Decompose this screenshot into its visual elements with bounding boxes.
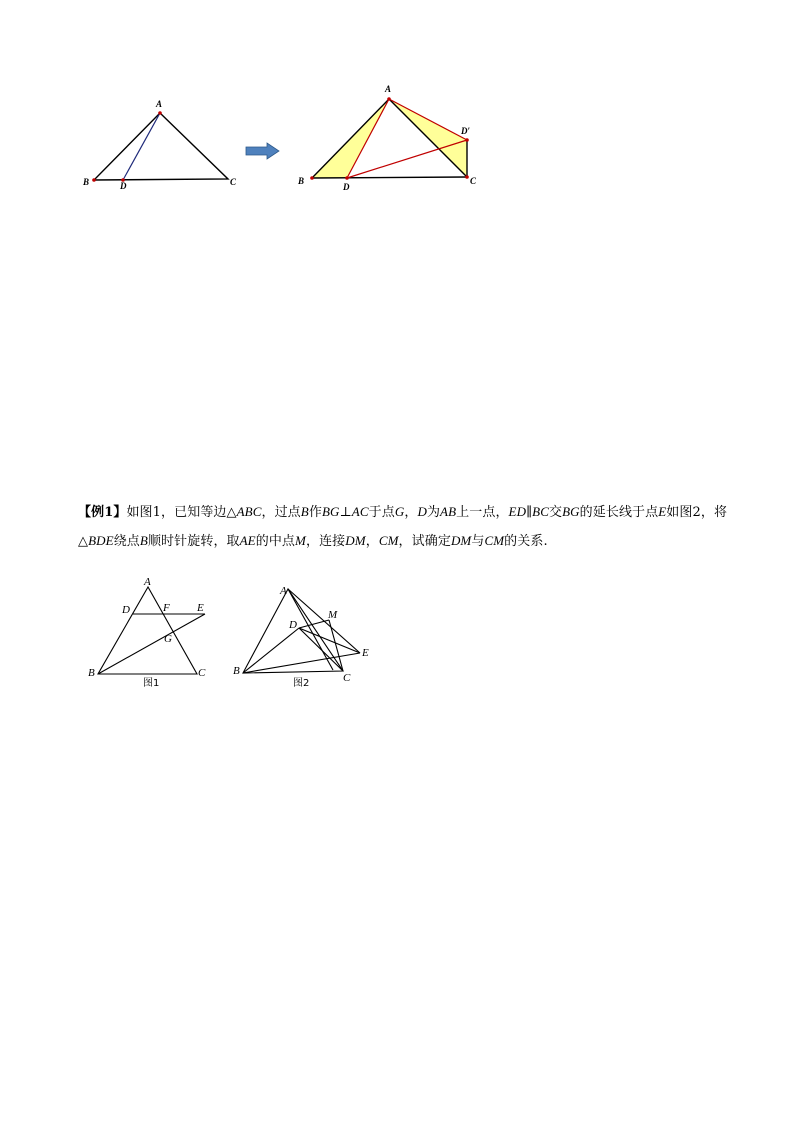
segment-de xyxy=(299,628,360,653)
label-d: D xyxy=(343,182,350,192)
segment-bd xyxy=(243,628,299,673)
label-b: B xyxy=(83,177,90,187)
side-bc xyxy=(312,177,467,178)
point-b xyxy=(310,176,314,180)
label-a: A xyxy=(144,576,151,588)
label-d: D xyxy=(289,619,297,631)
label-f: F xyxy=(163,602,170,614)
label-g: G xyxy=(164,633,172,645)
label-b: B xyxy=(298,176,305,186)
label-a: A xyxy=(385,84,392,94)
triangle-abc xyxy=(98,587,197,674)
point-b xyxy=(92,178,96,182)
label-a: A xyxy=(156,99,163,109)
label-c: C xyxy=(230,177,237,187)
label-e: E xyxy=(197,602,204,614)
point-a xyxy=(158,111,162,115)
triangle-abc xyxy=(94,113,228,180)
label-d: D xyxy=(120,181,127,191)
figure-2-caption: 图2 xyxy=(293,678,310,689)
label-e: E xyxy=(362,647,369,659)
segment-ad xyxy=(123,113,160,180)
label-c: C xyxy=(198,667,206,679)
segment-be xyxy=(98,614,205,674)
figure-1-caption: 图1 xyxy=(143,678,160,689)
label-c: C xyxy=(470,176,477,186)
label-d-prime: D′ xyxy=(461,126,471,136)
label-m: M xyxy=(328,609,338,621)
label-d: D xyxy=(122,604,130,616)
figure-1 xyxy=(86,574,216,692)
example-problem-text: 【例1】如图1，已知等边△ABC，过点B作BG⊥AC于点G，D为AB上一点，ED∥BC交BG的延长线于点E如图2，将△BDE绕点B顺时针旋转，取AE的中点M，连接DM，CM，试确定DM与CM的关系. xyxy=(78,504,728,549)
label-c: C xyxy=(343,672,351,684)
arrow-right-icon xyxy=(245,142,285,162)
point-c xyxy=(465,175,469,179)
label-b: B xyxy=(233,665,240,677)
point-d xyxy=(345,176,349,180)
point-a xyxy=(387,97,391,101)
figure-top-left xyxy=(80,96,240,196)
label-a: A xyxy=(280,585,287,597)
figure-top-right xyxy=(292,80,492,200)
point-d-prime xyxy=(465,138,469,142)
example-tag: 【例1】 xyxy=(78,505,127,520)
segment-dc xyxy=(299,628,343,671)
label-b: B xyxy=(88,667,95,679)
figure-2 xyxy=(232,580,382,692)
